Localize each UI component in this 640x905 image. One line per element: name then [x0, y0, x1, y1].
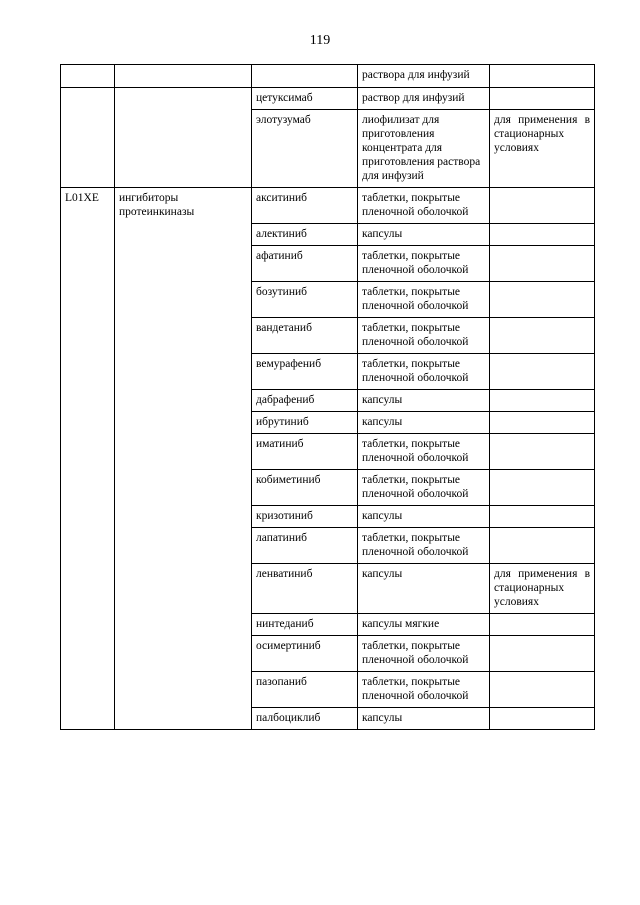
note-cell — [490, 708, 595, 730]
dosage-form-cell: капсулы — [358, 564, 490, 614]
dosage-form-cell: таблетки, покрытые пленочной оболочкой — [358, 672, 490, 708]
drug-name-cell: ленватиниб — [252, 564, 358, 614]
note-cell: для применения в стационарных условиях — [490, 110, 595, 188]
table-row — [61, 65, 595, 88]
note-cell — [490, 672, 595, 708]
dosage-form-cell: раствор для инфузий — [358, 88, 490, 110]
group-cell — [115, 65, 252, 88]
dosage-form-cell: капсулы — [358, 506, 490, 528]
note-cell: для применения в стационарных условиях — [490, 564, 595, 614]
drug-name-cell: лапатиниб — [252, 528, 358, 564]
note-cell — [490, 506, 595, 528]
note-cell — [490, 65, 595, 88]
note-cell — [490, 528, 595, 564]
drug-table-body — [61, 65, 595, 730]
atc-code-cell — [61, 88, 115, 188]
dosage-form-cell: капсулы мягкие — [358, 614, 490, 636]
drug-name-cell: кобиметиниб — [252, 470, 358, 506]
drug-table — [60, 64, 595, 730]
dosage-form-cell: капсулы — [358, 708, 490, 730]
note-cell — [490, 614, 595, 636]
note-cell — [490, 354, 595, 390]
note-cell — [490, 188, 595, 224]
atc-code-cell — [61, 65, 115, 88]
dosage-form-cell: таблетки, покрытые пленочной оболочкой — [358, 246, 490, 282]
note-cell — [490, 390, 595, 412]
drug-name-cell: алектиниб — [252, 224, 358, 246]
drug-name-cell: осимертиниб — [252, 636, 358, 672]
dosage-form-cell: таблетки, покрытые пленочной оболочкой — [358, 282, 490, 318]
dosage-form-cell: капсулы — [358, 390, 490, 412]
dosage-form-cell: таблетки, покрытые пленочной оболочкой — [358, 434, 490, 470]
table-row — [61, 188, 595, 224]
drug-name-cell: кризотиниб — [252, 506, 358, 528]
dosage-form-cell: раствора для инфузий — [358, 65, 490, 88]
dosage-form-cell: капсулы — [358, 224, 490, 246]
dosage-form-cell: капсулы — [358, 412, 490, 434]
page-number: 119 — [309, 33, 331, 48]
dosage-form-cell: таблетки, покрытые пленочной оболочкой — [358, 318, 490, 354]
drug-name-cell: цетуксимаб — [252, 88, 358, 110]
note-cell — [490, 246, 595, 282]
drug-name-cell: акситиниб — [252, 188, 358, 224]
group-cell: ингибиторы протеинкиназы — [115, 188, 252, 730]
drug-name-cell: вемурафениб — [252, 354, 358, 390]
dosage-form-cell: таблетки, покрытые пленочной оболочкой — [358, 470, 490, 506]
group-cell — [115, 88, 252, 188]
drug-name-cell: вандетаниб — [252, 318, 358, 354]
dosage-form-cell: таблетки, покрытые пленочной оболочкой — [358, 354, 490, 390]
note-cell — [490, 434, 595, 470]
drug-name-cell: афатиниб — [252, 246, 358, 282]
note-cell — [490, 636, 595, 672]
note-cell — [490, 318, 595, 354]
dosage-form-cell: таблетки, покрытые пленочной оболочкой — [358, 188, 490, 224]
dosage-form-cell: таблетки, покрытые пленочной оболочкой — [358, 528, 490, 564]
note-cell — [490, 88, 595, 110]
note-cell — [490, 412, 595, 434]
table-row — [61, 88, 595, 110]
drug-name-cell: палбоциклиб — [252, 708, 358, 730]
drug-name-cell: нинтеданиб — [252, 614, 358, 636]
drug-name-cell: бозутиниб — [252, 282, 358, 318]
note-cell — [490, 282, 595, 318]
note-cell — [490, 470, 595, 506]
drug-name-cell: пазопаниб — [252, 672, 358, 708]
drug-name-cell — [252, 65, 358, 88]
atc-code-cell: L01XE — [61, 188, 115, 730]
note-cell — [490, 224, 595, 246]
drug-name-cell: элотузумаб — [252, 110, 358, 188]
dosage-form-cell: лиофилизат для приготовления концентрата для приготовления раствора для инфузий — [358, 110, 490, 188]
drug-name-cell: иматиниб — [252, 434, 358, 470]
drug-name-cell: ибрутиниб — [252, 412, 358, 434]
drug-name-cell: дабрафениб — [252, 390, 358, 412]
dosage-form-cell: таблетки, покрытые пленочной оболочкой — [358, 636, 490, 672]
